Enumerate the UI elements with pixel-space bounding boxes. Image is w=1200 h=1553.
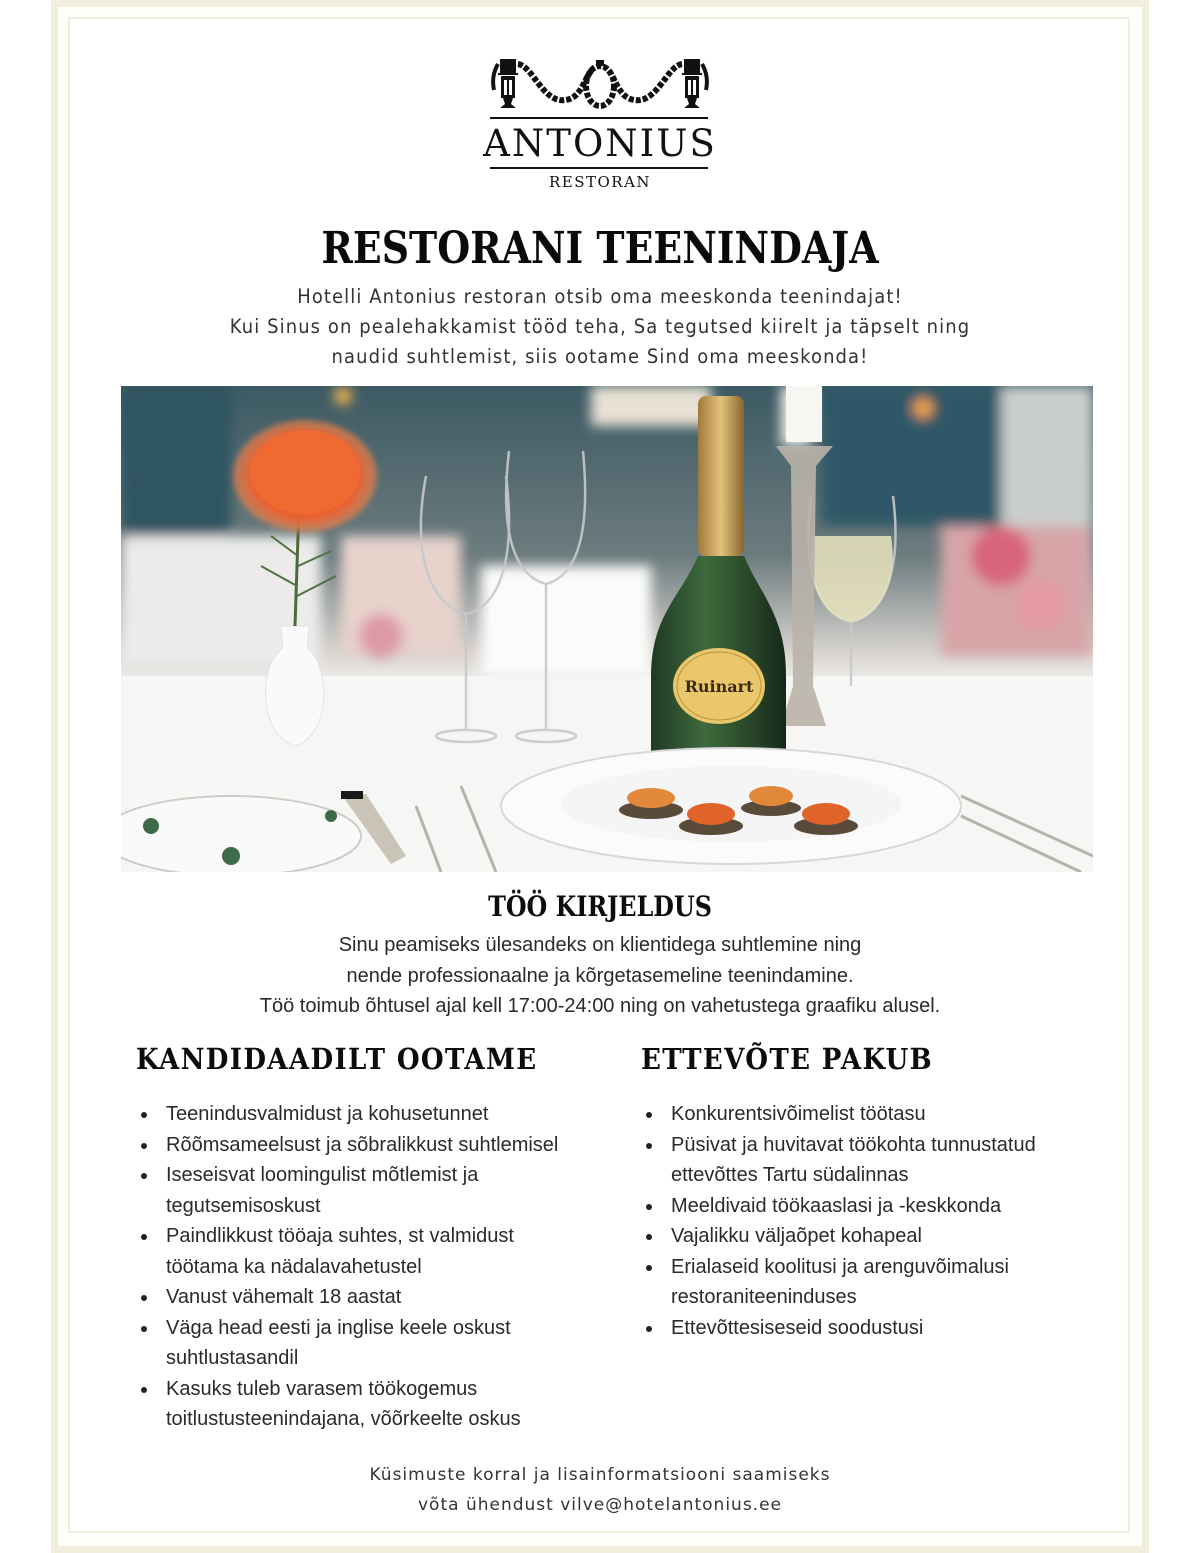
job-description-title: TÖÖ KIRJELDUS — [488, 890, 712, 923]
logo-subtitle: RESTORAN — [548, 173, 652, 191]
offers-list — [643, 1099, 1083, 1343]
contact-email-link[interactable]: vilve@hotelantonius.ee — [560, 1495, 782, 1515]
intro-line: Kui Sinus on pealehakkamist tööd teha, Sa tegutsed kiirelt ja täpselt ning — [229, 315, 971, 338]
list-item: Konkurentsivõimelist töötasu — [643, 1099, 1083, 1130]
intro-text — [48, 282, 1152, 372]
logo-rule-top — [490, 117, 708, 119]
job-description-text — [0, 930, 1200, 1022]
list-item: Iseseisvat loomingulist mõtlemist ja tegutsemisoskust — [138, 1160, 506, 1221]
contact-prefix: võta ühendust — [418, 1495, 561, 1515]
page-title: RESTORANI TEENINDAJA — [321, 223, 879, 274]
requirements-title: KANDIDAADILT OOTAME — [136, 1042, 538, 1076]
list-item: Paindlikkust tööaja suhtes, st valmidust töötama ka nädalavahetustel — [138, 1221, 546, 1282]
bottle-label: Ruinart — [684, 677, 754, 696]
list-item: Rõõmsameelsust ja sõbralikkust suhtlemisel — [138, 1130, 598, 1161]
offers-title: ETTEVÕTE PAKUB — [641, 1042, 934, 1076]
restaurant-photo — [121, 386, 1093, 872]
list-item: Kasuks tuleb varasem töökogemus toitlustusteenindajana, võõrkeelte oskus — [138, 1374, 576, 1435]
job-description-line: Töö toimub õhtusel ajal kell 17:00-24:00 ning on vahetustega graafiku alusel. — [259, 995, 941, 1017]
list-item: Meeldivaid töökaaslasi ja -keskkonda — [643, 1191, 1083, 1222]
logo-name: ANTONIUS — [483, 122, 717, 165]
list-item: Teenindusvalmidust ja kohusetunnet — [138, 1099, 598, 1130]
list-item: Vanust vähemalt 18 aastat — [138, 1282, 598, 1313]
contact-line — [0, 1490, 1200, 1520]
list-item: Väga head eesti ja inglise keele oskust suhtlustasandil — [138, 1313, 546, 1374]
job-description-line: nende professionaalne ja kõrgetasemeline teenindamine. — [346, 964, 854, 987]
intro-line: naudid suhtlemist, siis ootame Sind oma meeskonda! — [331, 345, 869, 368]
list-item: Vajalikku väljaõpet kohapeal — [643, 1221, 1083, 1252]
contact-line: Küsimuste korral ja lisainformatsiooni saamiseks — [369, 1465, 831, 1485]
list-item: Ettevõttesiseseid soodustusi — [643, 1313, 1083, 1344]
intro-line: Hotelli Antonius restoran otsib oma meeskonda teenindajat! — [297, 285, 903, 308]
garland-ornament-icon — [488, 56, 712, 112]
logo-rule-bottom — [490, 167, 708, 169]
list-item: Erialaseid koolitusi ja arenguvõimalusi restoraniteeninduses — [643, 1252, 1071, 1313]
contact-info — [0, 1460, 1200, 1520]
list-item: Püsivat ja huvitavat töökohta tunnustatud ettevõttes Tartu südalinnas — [643, 1130, 1091, 1191]
job-description-line: Sinu peamiseks ülesandeks on klientidega suhtlemine ning — [338, 934, 862, 956]
requirements-list — [138, 1099, 598, 1435]
